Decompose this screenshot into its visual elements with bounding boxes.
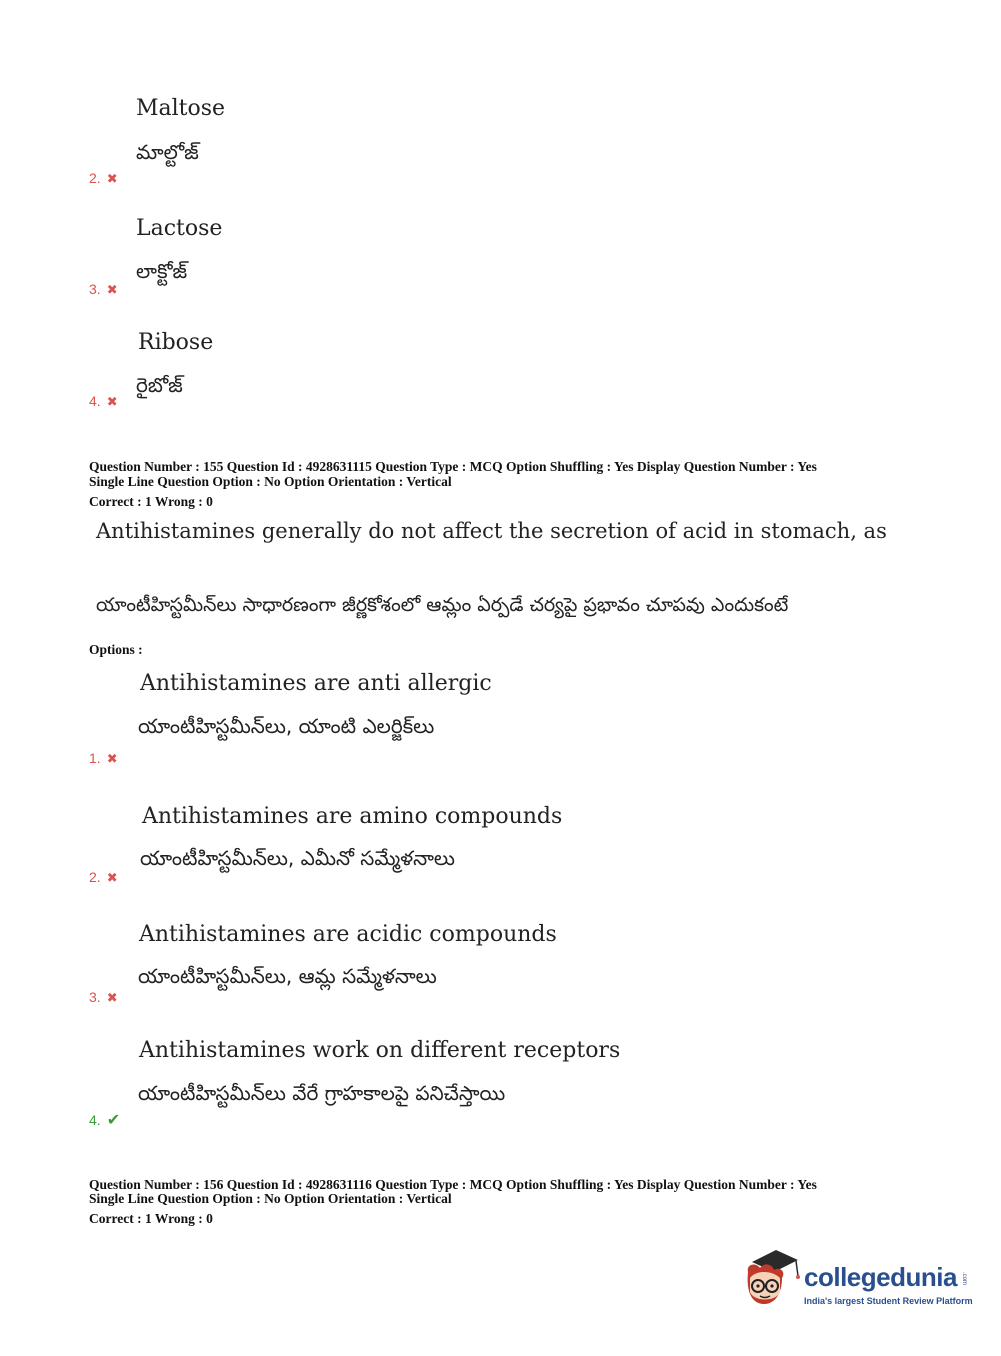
question-156-marks: Correct : 1 Wrong : 0 bbox=[89, 1211, 213, 1226]
option-4-telugu: రైబోజ్ bbox=[136, 373, 183, 397]
question-155-marks: Correct : 1 Wrong : 0 bbox=[89, 494, 213, 509]
option-number: 1. bbox=[89, 750, 101, 766]
option-3-marker bbox=[89, 281, 118, 298]
logo-wordmark: collegedunia bbox=[804, 1262, 957, 1292]
q155-option-3-marker bbox=[89, 989, 118, 1006]
q155-option-2-english: Antihistamines are amino compounds bbox=[142, 804, 563, 829]
question-156-meta-line1: Question Number : 156 Question Id : 4928631116 Question Type : MCQ Option Shuffling : Yes Display Question Number : Yes bbox=[89, 1177, 817, 1192]
collegedunia-logo bbox=[742, 1248, 972, 1312]
option-3-english: Lactose bbox=[136, 216, 223, 241]
q155-option-4-english: Antihistamines work on different receptors bbox=[139, 1038, 621, 1063]
option-3-telugu: లాక్టోజ్ bbox=[136, 259, 188, 283]
q155-option-1-marker bbox=[89, 750, 118, 767]
q155-option-1-english: Antihistamines are anti allergic bbox=[140, 671, 492, 696]
logo-suffix: .com bbox=[961, 1272, 967, 1286]
q155-option-4-marker bbox=[89, 1110, 120, 1130]
q155-option-3-telugu: యాంటీహిస్టమీన్‌లు, ఆమ్ల సమ్మేళనాలు bbox=[138, 964, 437, 988]
options-label: Options : bbox=[89, 642, 143, 657]
option-number: 4. bbox=[89, 1112, 101, 1128]
question-155-text-english: Antihistamines generally do not affect the secretion of acid in stomach, as bbox=[96, 519, 887, 543]
q155-option-3-english: Antihistamines are acidic compounds bbox=[139, 922, 557, 947]
option-number: 3. bbox=[89, 281, 101, 297]
question-155-meta-line2: Single Line Question Option : No Option Orientation : Vertical bbox=[89, 474, 452, 489]
check-icon: ✔ bbox=[106, 1112, 121, 1129]
wrong-icon: ✖ bbox=[106, 990, 118, 1005]
option-2-telugu: మాల్టోజ్ bbox=[136, 140, 199, 164]
option-number: 2. bbox=[89, 869, 101, 885]
option-2-marker bbox=[89, 170, 118, 187]
q155-option-2-marker bbox=[89, 869, 118, 886]
wrong-icon: ✖ bbox=[106, 394, 118, 409]
question-155-text-telugu: యాంటీహిస్టమీన్‌లు సాధారణంగా జీర్ణకోశంలో ఆమ్లం ఏర్పడే చర్యపై ప్రభావం చూపవు ఎందుకంటే bbox=[96, 594, 789, 616]
option-4-english: Ribose bbox=[138, 330, 214, 355]
q155-option-1-telugu: యాంటీహిస్టమీన్‌లు, యాంటి ఎలర్జిక్‌లు bbox=[138, 714, 435, 738]
option-number: 3. bbox=[89, 989, 101, 1005]
wrong-icon: ✖ bbox=[106, 282, 118, 297]
question-155-meta-line1: Question Number : 155 Question Id : 4928631115 Question Type : MCQ Option Shuffling : Yes Display Question Number : Yes bbox=[89, 459, 817, 474]
wrong-icon: ✖ bbox=[106, 171, 118, 186]
wrong-icon: ✖ bbox=[106, 870, 118, 885]
option-number: 4. bbox=[89, 393, 101, 409]
q155-option-4-telugu: యాంటీహిస్టమీన్‌లు వేరే గ్రాహకాలపై పనిచేస్తాయి bbox=[138, 1081, 506, 1105]
option-number: 2. bbox=[89, 170, 101, 186]
logo-tagline: India's largest Student Review Platform bbox=[804, 1296, 973, 1306]
mascot-icon bbox=[742, 1248, 802, 1310]
wrong-icon: ✖ bbox=[106, 751, 118, 766]
option-2-english: Maltose bbox=[136, 96, 226, 121]
question-156-meta-line2: Single Line Question Option : No Option Orientation : Vertical bbox=[89, 1191, 452, 1206]
option-4-marker bbox=[89, 393, 118, 410]
q155-option-2-telugu: యాంటీహిస్టమీన్‌లు, ఎమీనో సమ్మేళనాలు bbox=[140, 846, 455, 870]
